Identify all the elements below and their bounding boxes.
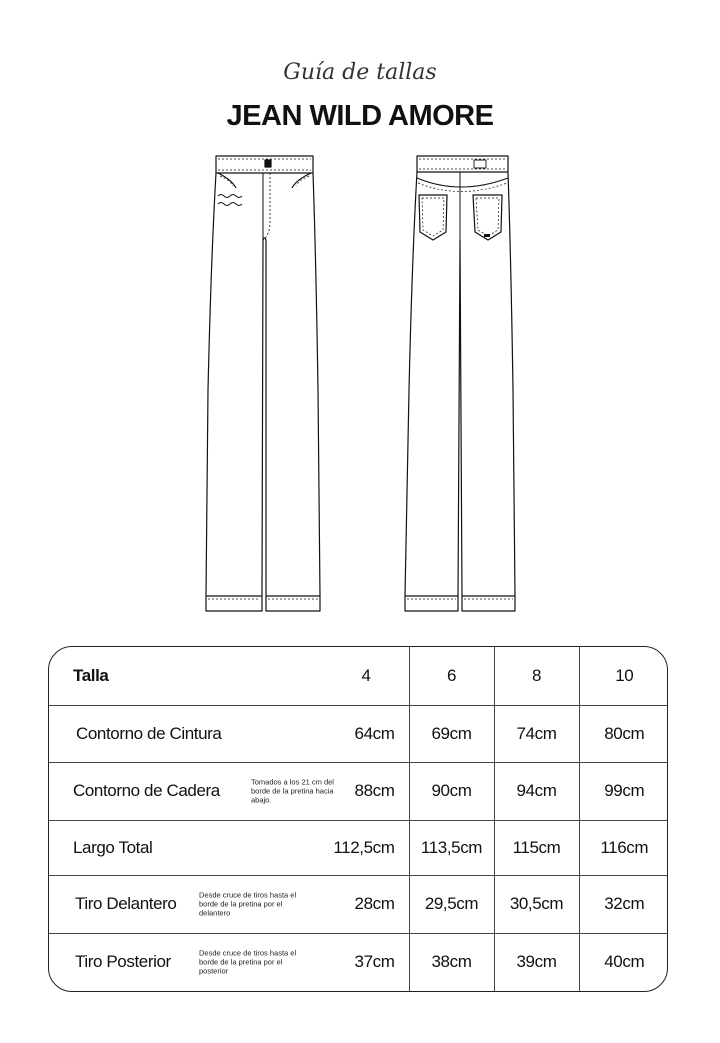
value-cell: 38cm <box>409 933 494 991</box>
jeans-illustrations <box>0 150 720 620</box>
value-cell: 28cm <box>354 894 395 913</box>
table-row <box>49 705 668 762</box>
value-cell: 32cm <box>579 875 668 933</box>
size-table <box>48 646 668 992</box>
measure-label: Tiro Posterior <box>75 952 171 972</box>
value-cell: 99cm <box>579 762 668 820</box>
size-column-8: 8 <box>494 647 579 705</box>
product-title: JEAN WILD AMORE <box>226 100 494 132</box>
jeans-back-icon <box>405 156 515 611</box>
value-cell: 112,5cm <box>333 837 395 857</box>
value-cell: 115cm <box>494 820 579 875</box>
value-cell: 90cm <box>409 762 494 820</box>
measure-label: Largo Total <box>73 837 153 857</box>
value-cell: 40cm <box>579 933 668 991</box>
measure-label: Tiro Delantero <box>75 894 177 913</box>
measure-note: Desde cruce de tiros hasta el borde de la pretina por el delantero <box>199 890 297 918</box>
value-cell: 116cm <box>579 820 668 875</box>
jeans-front-icon <box>206 156 320 611</box>
measure-note: Tomados a los 21 cm del borde de la pretina hacia abajo. <box>251 777 334 805</box>
table-row <box>49 820 668 875</box>
size-column-6: 6 <box>409 647 494 705</box>
value-cell: 88cm <box>354 781 395 800</box>
size-header-label: Talla <box>73 665 109 685</box>
table-row <box>49 875 668 933</box>
value-cell: 64cm <box>354 723 395 743</box>
value-cell: 29,5cm <box>409 875 494 933</box>
table-row <box>49 762 668 820</box>
table-row <box>49 933 668 991</box>
guide-subtitle: Guía de tallas <box>283 60 437 85</box>
value-cell: 80cm <box>579 705 668 762</box>
value-cell: 37cm <box>354 952 395 972</box>
value-cell: 113,5cm <box>409 820 494 875</box>
value-cell: 30,5cm <box>494 875 579 933</box>
measure-label: Contorno de Cadera <box>73 781 220 800</box>
measure-note: Desde cruce de tiros hasta el borde de la pretina por el posterior <box>199 948 297 976</box>
value-cell: 74cm <box>494 705 579 762</box>
measure-label: Contorno de Cintura <box>76 723 222 743</box>
size-column-10: 10 <box>579 647 668 705</box>
table-header-row <box>49 647 668 705</box>
value-cell: 69cm <box>409 705 494 762</box>
value-cell: 94cm <box>494 762 579 820</box>
header-label-cell <box>49 647 409 705</box>
value-cell: 39cm <box>494 933 579 991</box>
size-column-4: 4 <box>361 665 371 685</box>
